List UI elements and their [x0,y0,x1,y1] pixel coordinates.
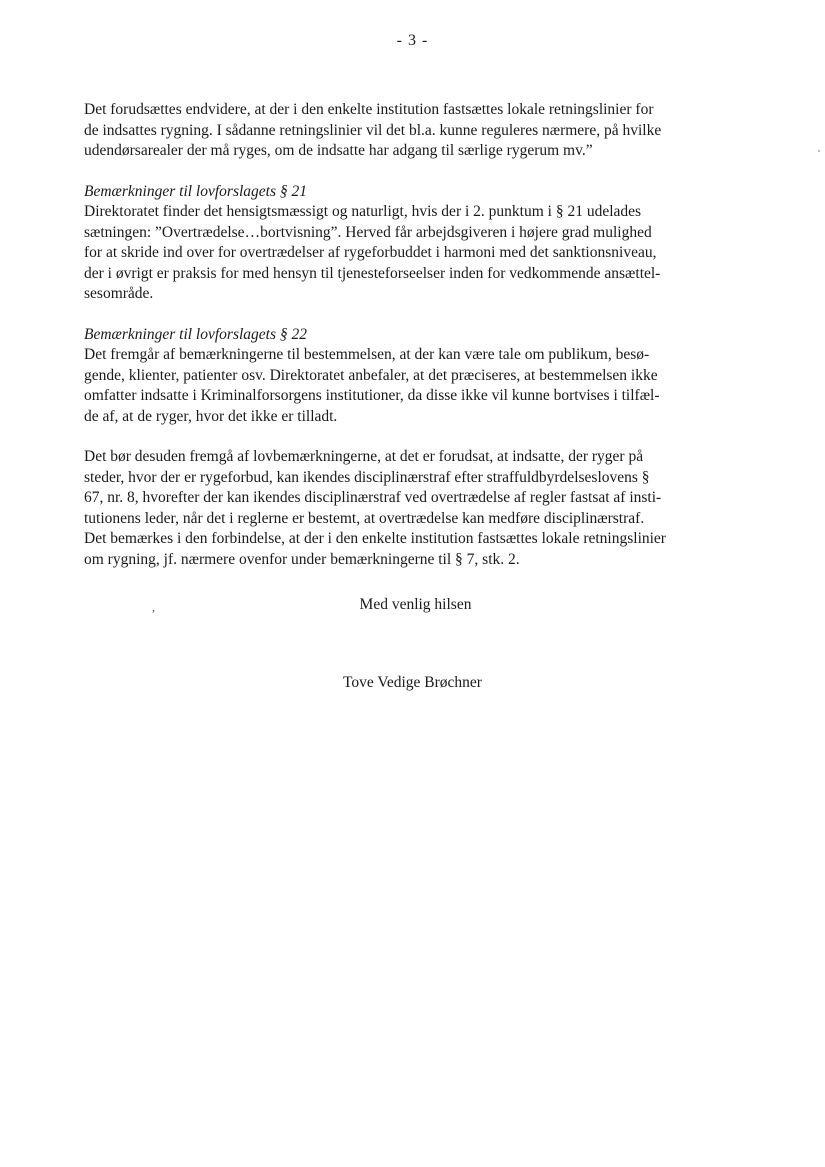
paragraph-line: Det forudsættes endvidere, at der i den enkelte institution fastsættes lokale retningslinier for [84,101,654,118]
scan-speck [818,150,820,152]
intro-paragraph [84,100,709,162]
paragraph-line: Direktoratet finder det hensigtsmæssigt og naturligt, hvis der i 2. punktum i § 21 udelades [84,203,642,220]
paragraph-line: Det fremgår af bemærkningerne til bestemmelsen, at der kan være tale om publikum, besø- [84,346,650,363]
paragraph-line: 67, nr. 8, hvorefter der kan ikendes disciplinærstraf ved overtrædelse af regler fastsat af insti- [84,489,662,506]
paragraph-line: Det bør desuden fremgå af lovbemærkningerne, at det er forudsat, at indsatte, der ryger på [84,448,644,465]
page-number: - 3 - [396,32,429,49]
paragraph-line: sesområde. [84,285,154,302]
closing-greeting: Med venlig hilsen [359,596,472,613]
paragraph-line: Det bemærkes i den forbindelse, at der i den enkelte institution fastsættes lokale retningslinier [84,530,666,547]
paragraph-line: om rygning, jf. nærmere ovenfor under bemærkningerne til § 7, stk. 2. [84,550,520,568]
paragraph-line: for at skride ind over for overtrædelser af rygeforbuddet i harmoni med det sanktionsniveau, [84,244,657,261]
paragraph-line: udendørsarealer der må ryges, om de indsatte har adgang til særlige rygerum mv.” [84,142,593,159]
paragraph-line: der i øvrigt er praksis for med hensyn til tjenesteforseelser inden for vedkommende ansættel- [84,264,661,282]
section-22-heading: Bemærkninger til lovforslagets § 22 [84,325,308,343]
signer-name: Tove Vedige Brøchner [343,674,482,691]
section-21-heading: Bemærkninger til lovforslagets § 21 [84,182,308,200]
paragraph-line: gende, klienter, patienter osv. Direktoratet anbefaler, at det præciseres, at bestemmelsen ikke [84,366,658,384]
paragraph-line: omfatter indsatte i Kriminalforsorgens institutioner, da disse ikke vil kunne bortvises i tilfæl- [84,387,660,404]
paragraph-line: sætningen: ”Overtrædelse…bortvisning”. Herved får arbejdsgiveren i højere grad mulighed [84,223,652,241]
final-paragraph [84,447,709,570]
letter-body [84,100,709,570]
paragraph-line: de indsattes rygning. I sådanne retningslinier vil det bl.a. kunne reguleres nærmere, på hvilke [84,121,662,139]
scan-mark: , [152,600,155,614]
section-22 [84,325,709,428]
paragraph-line: tutionens leder, når det i reglerne er bestemt, at overtrædelse kan medføre disciplinærstraf. [84,509,645,527]
paragraph-line: steder, hvor der er rygeforbud, kan ikendes disciplinærstraf efter straffuldbyrdelseslovens § [84,468,650,486]
paragraph-line: de af, at de ryger, hvor det ikke er tilladt. [84,407,338,425]
section-21 [84,182,709,305]
